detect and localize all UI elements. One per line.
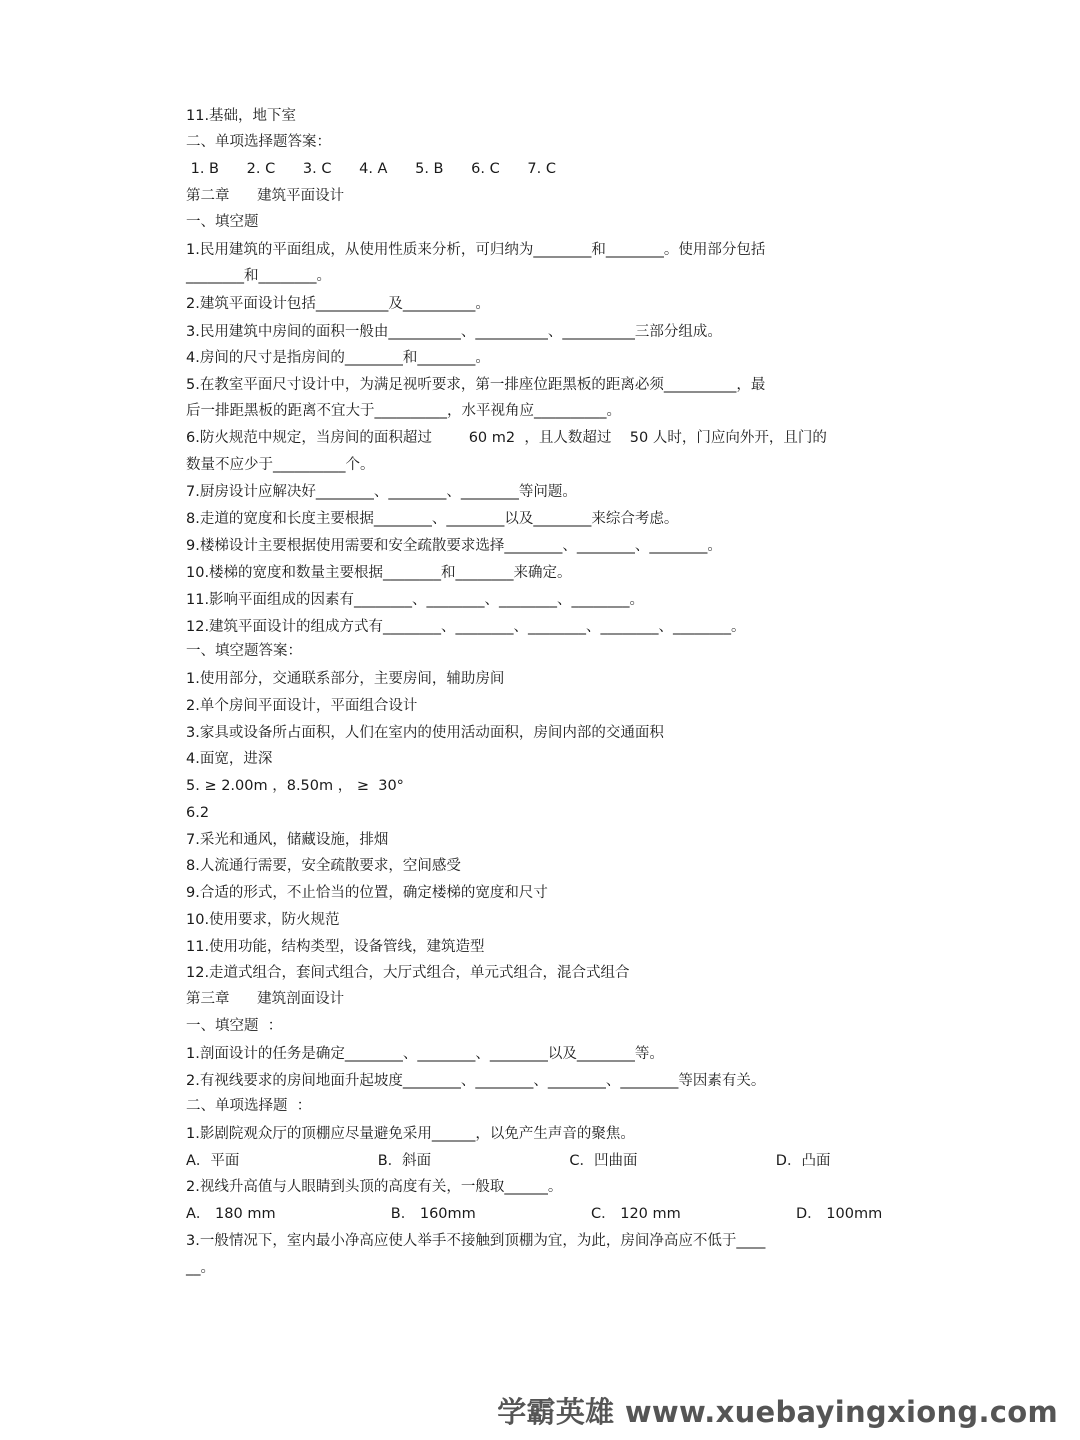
text-line-1: 11.基础，地下室 bbox=[186, 108, 297, 124]
text-line-3: 1. B 2. C 3. C 4. A 5. B 6. C 7. C bbox=[186, 161, 556, 177]
text-line-42: A． 180 mm B． 160mm C． 120 mm D． 100mm bbox=[186, 1206, 883, 1222]
text-line-19: 11.影响平面组成的因素有________、________、________、________。 bbox=[186, 592, 645, 608]
text-line-12: 后一排距黑板的距离不宜大于__________，水平视角应__________。 bbox=[186, 403, 621, 419]
text-line-11: 5.在教室平面尺寸设计中，为满足视听要求，第一排座位距黑板的距离必须__________，最 bbox=[186, 377, 766, 393]
text-line-43: 3.一般情况下，室内最小净高应使人举手不接触到顶棚为宜，为此，房间净高应不低于____ bbox=[186, 1233, 766, 1249]
text-line-27: 6.2 bbox=[186, 805, 210, 821]
text-line-6: 1.民用建筑的平面组成，从使用性质来分析，可归纳为________和________。使用部分包括 bbox=[186, 242, 766, 258]
text-line-29: 8.人流通行需要，安全疏散要求，空间感受 bbox=[186, 858, 461, 874]
text-line-31: 10.使用要求，防火规范 bbox=[186, 912, 340, 928]
text-line-7: ________和________。 bbox=[186, 268, 331, 284]
text-line-30: 9.合适的形式，不止恰当的位置，确定楼梯的宽度和尺寸 bbox=[186, 885, 548, 901]
text-line-2: 二、单项选择题答案： bbox=[186, 134, 331, 150]
text-line-22: 1.使用部分，交通联系部分，主要房间，辅助房间 bbox=[186, 671, 505, 687]
text-line-18: 10.楼梯的宽度和数量主要根据________和________来确定。 bbox=[186, 565, 572, 581]
text-line-8: 2.建筑平面设计包括__________及__________。 bbox=[186, 296, 490, 312]
text-line-16: 8.走道的宽度和长度主要根据________、________以及________来综合考虑。 bbox=[186, 511, 679, 527]
text-line-13: 6.防火规范中规定，当房间的面积超过 60 m2 ，且人数超过 50 人时，门应向外开，且门的 bbox=[186, 430, 827, 446]
text-line-38: 二、单项选择题 ： bbox=[186, 1098, 312, 1114]
text-line-24: 3.家具或设备所占面积，人们在室内的使用活动面积，房间内部的交通面积 bbox=[186, 725, 664, 741]
text-line-15: 7.厨房设计应解决好________、________、________等问题。 bbox=[186, 484, 577, 500]
text-line-23: 2.单个房间平面设计，平面组合设计 bbox=[186, 698, 418, 714]
text-line-28: 7.采光和通风，储藏设施，排烟 bbox=[186, 832, 389, 848]
text-line-26: 5. ≥ 2.00m ，8.50m ， ≥ 30° bbox=[186, 778, 404, 794]
text-line-35: 一、填空题 ： bbox=[186, 1018, 283, 1034]
text-line-34: 第三章 建筑剖面设计 bbox=[186, 991, 345, 1007]
text-line-32: 11.使用功能，结构类型，设备管线，建筑造型 bbox=[186, 939, 485, 955]
text-line-33: 12.走道式组合，套间式组合，大厅式组合，单元式组合，混合式组合 bbox=[186, 965, 630, 981]
text-line-25: 4.面宽，进深 bbox=[186, 751, 273, 767]
text-line-39: 1.影剧院观众厅的顶棚应尽量避免采用______，以免产生声音的聚焦。 bbox=[186, 1126, 635, 1142]
text-line-17: 9.楼梯设计主要根据使用需要和安全疏散要求选择________、________、________。 bbox=[186, 538, 722, 554]
text-line-10: 4.房间的尺寸是指房间的________和________。 bbox=[186, 350, 490, 366]
text-line-40: A．平面 B．斜面 C．凹曲面 D．凸面 bbox=[186, 1153, 831, 1169]
text-line-36: 1.剖面设计的任务是确定________、________、________以及________等。 bbox=[186, 1046, 664, 1062]
text-line-37: 2.有视线要求的房间地面升起坡度________、________、________、________等因素有关。 bbox=[186, 1073, 766, 1089]
text-line-41: 2.视线升高值与人眼睛到头顶的高度有关，一般取______。 bbox=[186, 1179, 563, 1195]
text-line-20: 12.建筑平面设计的组成方式有________、________、________、________、________。 bbox=[186, 619, 746, 635]
text-line-9: 3.民用建筑中房间的面积一般由__________、__________、__________三部分组成。 bbox=[186, 324, 722, 340]
text-line-14: 数量不应少于__________个。 bbox=[186, 457, 375, 473]
text-line-4: 第二章 建筑平面设计 bbox=[186, 188, 345, 204]
text-line-21: 一、填空题答案： bbox=[186, 643, 302, 659]
watermark: 学霸英雄 www.xuebayingxiong.com bbox=[497, 1395, 1058, 1429]
text-line-5: 一、填空题 bbox=[186, 214, 259, 230]
text-line-44: __。 bbox=[186, 1260, 215, 1276]
